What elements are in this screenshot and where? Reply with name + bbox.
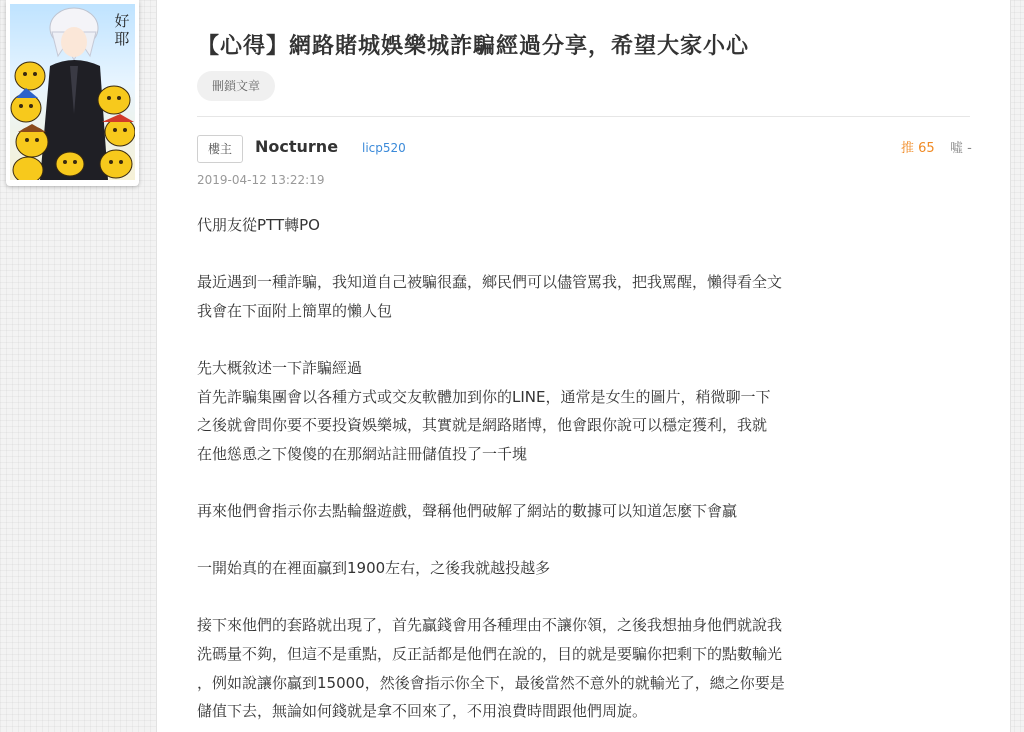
post-body-line: 在他慫恿之下傻傻的在那網站註冊儲值投了一千塊: [197, 444, 528, 463]
post-body-line: [197, 468, 887, 497]
avatar-caption: 好耶: [114, 12, 130, 48]
post-body-line: 之後就會問你要不要投資娛樂城，其實就是網路賭博，他會跟你說可以穩定獲利，我就: [197, 416, 768, 435]
post-body-line: 接下來他們的套路就出現了，首先贏錢會用各種理由不讓你領，之後我想抽身他們就說我: [197, 616, 783, 635]
post-timestamp: 2019-04-12 13:22:19: [197, 173, 325, 187]
post-body-line: 一開始真的在裡面贏到1900左右，之後我就越投越多: [197, 559, 551, 578]
post-body-line: [197, 240, 887, 269]
post-body-line: 再來他們會指示你去點輪盤遊戲，聲稱他們破解了網站的數據可以知道怎麼下會贏: [197, 501, 738, 520]
post-body-line: [197, 325, 887, 354]
author-role-badge: 樓主: [197, 135, 243, 163]
post-title: 【心得】網路賭城娛樂城詐騙經過分享，希望大家小心: [197, 34, 750, 59]
header-divider: [197, 116, 970, 117]
post-body-line: ，例如說讓你贏到15000，然後會指示你全下，最後當然不意外的就輸光了，總之你要是: [197, 673, 785, 692]
post-body-line: 洗碼量不夠，但這不是重點，反正話都是他們在說的，目的就是要騙你把剩下的點數輸光: [197, 644, 783, 663]
post-body-line: 首先詐騙集團會以各種方式或交友軟體加到你的LINE，通常是女生的圖片，稍微聊一下: [197, 387, 771, 406]
post-body-line: 我會在下面附上簡單的懶人包: [197, 301, 393, 320]
post-body-line: 代朋友從PTT轉PO: [197, 216, 320, 234]
author-id-link[interactable]: licp520: [362, 141, 406, 155]
post-body-line: [197, 526, 887, 555]
post-tag-chip[interactable]: 刪鎖文章: [197, 71, 275, 101]
push-vote-count[interactable]: 推 65: [901, 141, 935, 156]
post-panel: [156, 0, 1011, 732]
post-body-line: [197, 583, 887, 612]
post-body-line: 最近遇到一種詐騙，我知道自己被騙很蠢，鄉民們可以儘管罵我，把我罵醒，懶得看全文: [197, 273, 783, 292]
post-body-line: 先大概敘述一下詐騙經過: [197, 358, 363, 377]
post-body: [197, 211, 887, 726]
author-name-link[interactable]: Nocturne: [255, 137, 339, 156]
post-body-line: 儲值下去，無論如何錢就是拿不回來了，不用浪費時間跟他們周旋。: [197, 702, 648, 721]
author-avatar-card[interactable]: [6, 0, 139, 186]
avatar-image: [10, 4, 135, 180]
boo-vote-count[interactable]: 噓 -: [950, 141, 972, 156]
